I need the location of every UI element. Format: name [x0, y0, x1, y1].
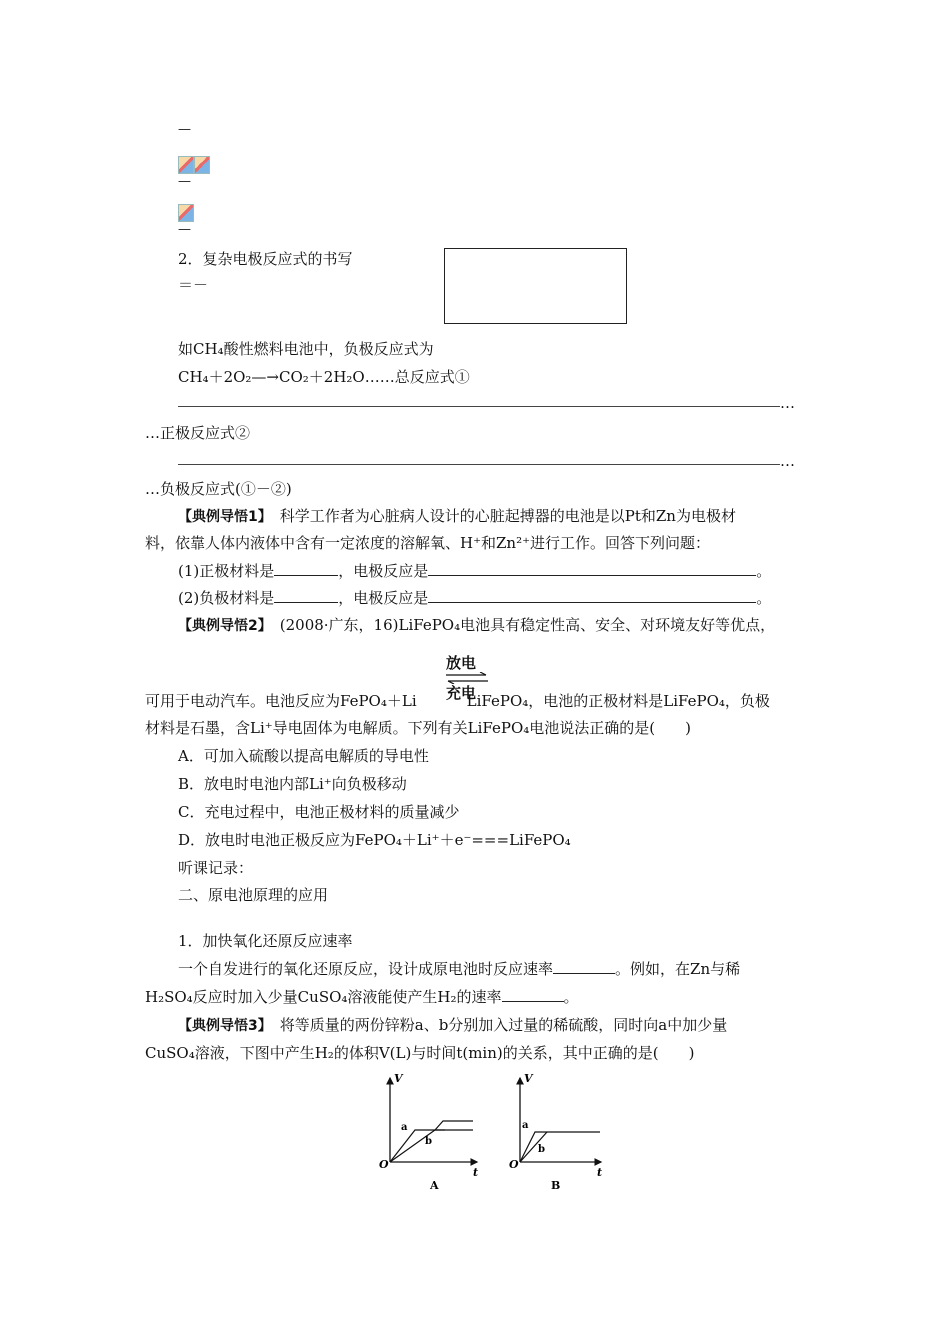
paragraph-text: H₂SO₄反应时加入少量CuSO₄溶液能使产生H₂的速率 — [145, 988, 502, 1006]
broken-image-icon — [194, 156, 210, 174]
graph-a-label: A — [430, 1179, 439, 1192]
curve-b-label: b — [538, 1144, 545, 1155]
curve-a-label: a — [522, 1120, 529, 1131]
blank — [274, 588, 338, 603]
option-c: C．充电过程中，电池正极材料的质量减少 — [178, 803, 460, 821]
period: 。 — [756, 589, 772, 607]
ellipsis: … — [780, 394, 795, 412]
positive-label: …正极反应式② — [145, 424, 251, 442]
dash-mark: — — [178, 174, 191, 189]
question-text: ，电极反应是 — [338, 562, 429, 580]
period: 。 — [756, 562, 772, 580]
example-label: 【典例导悟1】 — [178, 509, 272, 525]
example-label: 【典例导悟3】 — [178, 1018, 272, 1034]
notes-label: 听课记录： — [178, 859, 254, 877]
origin-label: O — [379, 1158, 389, 1171]
equation-marks: ＝－ — [178, 276, 209, 294]
axis-t-label: t — [473, 1166, 479, 1179]
origin-label: O — [509, 1158, 519, 1171]
blank — [428, 561, 756, 576]
section-title: 2．复杂电极反应式的书写 — [178, 250, 353, 268]
paragraph-text: 。例如，在Zn与稀 — [615, 960, 741, 978]
example-text: 科学工作者为心脏病人设计的心脏起搏器的电池是以Pt和Zn为电极材 — [279, 507, 736, 525]
discharge-label: 放电 — [446, 654, 477, 672]
total-equation: CH₄＋2O₂—→CO₂＋2H₂O……总反应式① — [178, 368, 470, 386]
question-text: (2)负极材料是 — [178, 589, 275, 607]
dash-mark: — — [178, 122, 191, 137]
example-2-line2 — [145, 690, 770, 712]
paragraph-text: 一个自发进行的氧化还原反应，设计成原电池时反应速率 — [178, 960, 554, 978]
blank — [428, 588, 756, 603]
example-1-line2: 料，依靠人体内液体中含有一定浓度的溶解氧、H⁺和Zn²⁺进行工作。回答下列问题： — [145, 534, 711, 552]
example-2-line3: 材料是石墨，含Li⁺导电固体为电解质。下列有关LiFePO₄电池说法正确的是( ) — [145, 719, 692, 737]
curve-a-label: a — [401, 1122, 408, 1133]
example-label: 【典例导悟2】 — [178, 618, 272, 634]
question-2 — [178, 587, 771, 609]
example-2-line1 — [178, 614, 775, 637]
curve-b-top — [435, 1121, 473, 1130]
option-b: B．放电时电池内部Li⁺向负极移动 — [178, 775, 407, 793]
option-a: A．可加入硫酸以提高电解质的导电性 — [178, 747, 429, 765]
example-1-line1 — [178, 505, 736, 528]
axis-v-label: V — [524, 1072, 533, 1085]
answer-line — [178, 464, 780, 465]
answer-line — [178, 406, 780, 407]
graph-figure — [375, 1072, 615, 1192]
paragraph-text: 。 — [563, 988, 579, 1006]
curve-b — [390, 1130, 445, 1162]
subsection-title: 1．加快氧化还原反应速率 — [178, 932, 353, 950]
graph-b-label: B — [551, 1179, 561, 1192]
question-text: (1)正极材料是 — [178, 562, 275, 580]
charge-label: 充电 — [446, 684, 477, 702]
question-text: ，电极反应是 — [338, 589, 429, 607]
paragraph-line2 — [145, 986, 579, 1008]
paragraph-line1 — [178, 958, 740, 980]
section-heading: 二、原电池原理的应用 — [178, 886, 329, 904]
example-intro: 如CH₄酸性燃料电池中，负极反应式为 — [178, 340, 434, 358]
blank — [502, 987, 564, 1002]
broken-image-icon — [178, 156, 194, 174]
example-text: (2008·广东，16)LiFePO₄电池具有稳定性高、安全、对环境友好等优点， — [279, 616, 776, 634]
axis-v-label: V — [394, 1072, 403, 1085]
graph-b — [509, 1072, 602, 1192]
empty-frame — [444, 248, 627, 324]
curve-a — [520, 1132, 600, 1162]
axis-t-label: t — [597, 1166, 603, 1179]
broken-image-icon — [178, 204, 194, 222]
example-text: 可用于电动汽车。电池反应为FePO₄＋Li — [145, 692, 417, 710]
graph-a — [379, 1072, 478, 1192]
blank — [553, 959, 615, 974]
example-text: LiFePO₄，电池的正极材料是LiFePO₄，负极 — [466, 692, 770, 710]
example-text: 将等质量的两份锌粉a、b分别加入过量的稀硫酸，同时向a中加少量 — [279, 1016, 728, 1034]
example-3-line2: CuSO₄溶液，下图中产生H₂的体积V(L)与时间t(min)的关系，其中正确的是( ) — [145, 1044, 695, 1062]
dash-mark: — — [178, 222, 191, 237]
question-1 — [178, 560, 771, 582]
ellipsis: … — [780, 452, 795, 470]
negative-label: …负极反应式(①－②) — [145, 480, 292, 498]
blank — [274, 561, 338, 576]
example-3-line1 — [178, 1014, 727, 1037]
option-d: D．放电时电池正极反应为FePO₄＋Li⁺＋e⁻===LiFePO₄ — [178, 831, 571, 849]
curve-b-label: b — [425, 1136, 432, 1147]
